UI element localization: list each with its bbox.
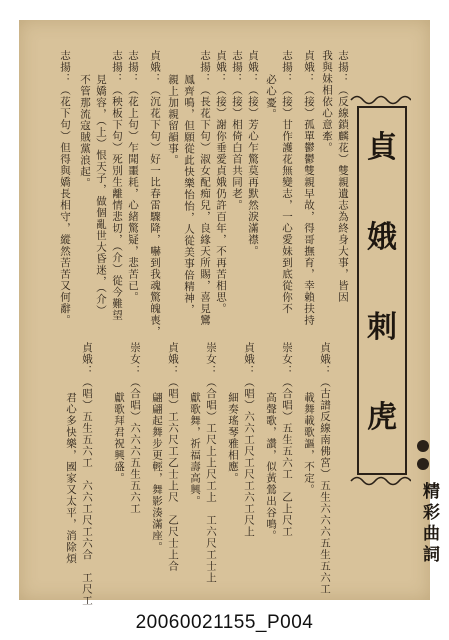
text-column: 志揚：（花下句）但得與嬌長相守，縱然苦苦又何辭。 bbox=[59, 50, 71, 326]
text-column: 崇女：（合唱）五生五六工 乙上尺工 bbox=[281, 342, 293, 538]
text-column: 我與妹相依心意牽。 bbox=[321, 50, 333, 154]
title-char: 虎 bbox=[367, 400, 397, 435]
text-column: 君心多快樂，國家又太平，消除煩 bbox=[65, 392, 77, 565]
text-column: 必心憂。 bbox=[265, 74, 277, 120]
text-column: 志揚：（花上句）乍聞噩耗，心緒驚疑，悲苦已。 bbox=[127, 50, 139, 303]
text-column: 見嬌容，（上）恨天子，做個亂世大昏迷，（介） bbox=[95, 74, 107, 317]
text-column: 貞娥：（唱）工六尺工乙士上尺 乙尺士上合 bbox=[167, 342, 179, 572]
text-column: 高聲歌，讚，似黃鶯出谷鳴。 bbox=[265, 392, 277, 542]
text-column: 獻歌拜君祝興盛。 bbox=[113, 392, 125, 484]
text-column: 貞娥：（接）謝你垂愛貞娥仍許百年，不再苦相思。 bbox=[215, 50, 227, 315]
wave-ornament-bottom bbox=[349, 473, 411, 489]
text-column: 志揚：（接）相倚白首共同老。 bbox=[231, 50, 243, 211]
title-char: 貞 bbox=[367, 130, 397, 165]
printed-page bbox=[19, 20, 439, 607]
text-column: 獻歌舞，祈福壽高興。 bbox=[189, 392, 201, 507]
text-column: 志揚：（秧板下句）死別生離情悲切，（介）從今難望 bbox=[111, 50, 123, 321]
text-column: 貞娥：（沉花下句）好一比春雷驟降，嚇到我魂驚魄喪， bbox=[149, 50, 161, 338]
image-id-caption: 20060021155_P004 bbox=[135, 612, 314, 633]
bullet-dots bbox=[417, 440, 429, 476]
text-column: 細奏瑤琴雅相應。 bbox=[227, 392, 239, 484]
text-column: 親上加親留韻事。 bbox=[167, 74, 179, 166]
text-column: 載舞載歌謳，不定。 bbox=[303, 392, 315, 496]
subtitle: 精彩曲詞 bbox=[419, 482, 439, 566]
text-column: 翩翩起舞步更輕，舞影湊滿座。 bbox=[151, 392, 163, 553]
title-char: 娥 bbox=[367, 220, 397, 255]
bullet-dot bbox=[417, 440, 429, 452]
text-column: 崇女：（合唱）六六六五生五六工 bbox=[129, 342, 141, 515]
text-column: 貞娥：（接）芳心乍驚莫再默然淚滿襟。 bbox=[247, 50, 259, 257]
bullet-dot bbox=[417, 458, 429, 470]
text-column: 貞娥：（古譜反線南佛宮）五生六六六五生五六工 bbox=[319, 342, 331, 595]
text-column: 志揚：（反線鎖麟花）雙親遺志為終身大事，皆因 bbox=[337, 50, 349, 303]
text-column: 鳳齊鳴，但願從此快樂怡怡，人從美事倍精神， bbox=[183, 74, 195, 316]
text-column: 不管那流寇賊黨浪起。 bbox=[79, 74, 91, 189]
text-column: 志揚：（接）甘作護花無變志，一心愛妹到底從你不 bbox=[281, 50, 293, 315]
text-column: 貞娥：（唱）五生五六工 六六工尺工六合 工尺工 bbox=[81, 342, 93, 607]
text-column: 志揚：（長花下句）淑女配痴兒，良緣天所賜，喜見鸞 bbox=[199, 50, 211, 326]
title-char: 刺 bbox=[367, 310, 397, 345]
title-frame bbox=[357, 106, 407, 475]
text-column: 貞娥：（接）孤單鬱鬱雙親早故，得哥撫育，幸賴扶持 bbox=[303, 50, 315, 326]
text-column: 貞娥：（唱）六六工尺工尺工六工尺上 bbox=[243, 342, 255, 538]
text-column: 崇女：（合唱）工尺上上尺工上 工六尺工士上 bbox=[205, 342, 217, 584]
